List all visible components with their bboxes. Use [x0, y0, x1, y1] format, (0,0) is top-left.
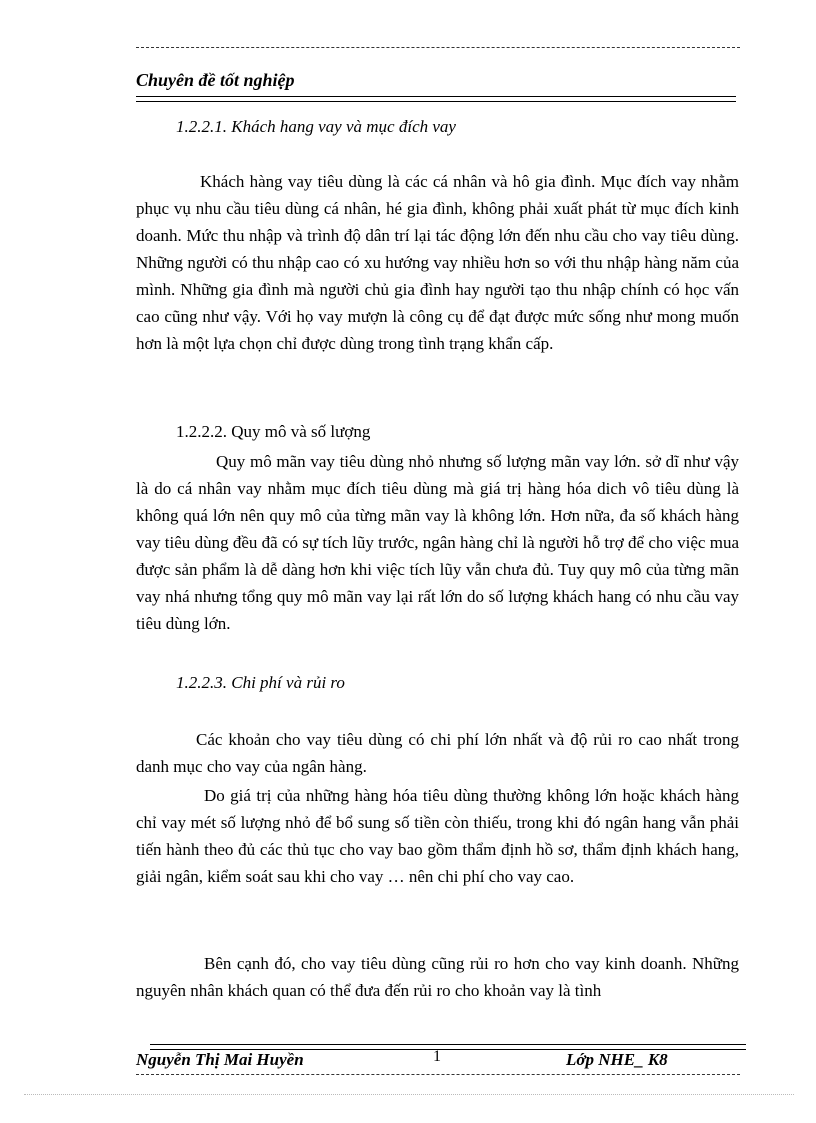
section-1-paragraph: Khách hàng vay tiêu dùng là các cá nhân và hô gia đình. Mục đích vay nhằm phục vụ nhu cầu tiêu dùng cá nhân, hé gia đình, không phải xuất phát từ mục đích kinh doanh. Mức thu nhập và trình độ dân trí lại tác động lớn đến nhu cầu cho vay tiêu dùng. Những người có thu nhập cao có xu hướng vay nhiều hơn so với thu nhập hàng năm của mình. Những gia đình mà người chủ gia đình hay người tạo thu nhập chính có học vấn cao cũng như vậy. Với họ vay mượn là công cụ để đạt được mức sống như mong muốn hơn là một lựa chọn chỉ được dùng trong tình trạng khẩn cấp.: [136, 172, 739, 353]
page-bottom-dotted-edge: [24, 1094, 794, 1095]
footer-dashed-rule: [136, 1074, 740, 1075]
header-double-rule: [136, 96, 736, 102]
section-3-paragraph-3: Bên cạnh đó, cho vay tiêu dùng cũng rủi ro hơn cho vay kinh doanh. Những nguyên nhân khách quan có thể đưa đến rủi ro cho khoản vay là tình: [136, 954, 739, 1000]
section-heading-3: 1.2.2.3. Chi phí và rủi ro: [176, 673, 345, 692]
section-heading-1: 1.2.2.1. Khách hang vay và mục đích vay: [176, 117, 456, 136]
section-3-paragraph-1: Các khoản cho vay tiêu dùng có chi phí lớn nhất và độ rủi ro cao nhất trong danh mục cho vay của ngân hàng.: [136, 730, 739, 776]
section-3-paragraph-2: Do giá trị của những hàng hóa tiêu dùng thường không lớn hoặc khách hàng chỉ vay mét số lượng nhỏ để bổ sung số tiền còn thiếu, trong khi đó ngân hang vẫn phải tiến hành theo đủ các thủ tục cho vay bao gồm thẩm định hồ sơ, thẩm định khách hang, giải ngân, kiểm soát sau khi cho vay … nên chi phí cho vay cao.: [136, 786, 739, 886]
section-2-paragraph: Quy mô mãn vay tiêu dùng nhỏ nhưng số lượng mãn vay lớn. sở dĩ như vậy là do cá nhân vay nhằm mục đích tiêu dùng mà giá trị hàng hóa dich vô tiêu dùng là không quá lớn nên quy mô của từng mãn vay là không lớn. Hơn nữa, đa số khách hàng vay tiêu dùng đều đã có sự tích lũy trước, ngân hàng chỉ là người hỗ trợ để cho việc mua được sản phẩm là dễ dàng hơn khi việc tích lũy vẫn chưa đủ. Tuy quy mô của từng mãn vay nhá nhưng tổng quy mô mãn vay lại rất lớn do số lượng khách hang có nhu cầu vay tiêu dùng lớn.: [136, 452, 739, 633]
page-number: 1: [433, 1048, 441, 1065]
section-heading-2: 1.2.2.2. Quy mô và số lượng: [176, 422, 371, 441]
page-header-title: Chuyên đề tốt nghiệp: [136, 70, 295, 90]
footer-class-label: Lớp NHE_ K8: [566, 1050, 668, 1069]
footer-author: Nguyễn Thị Mai Huyền: [136, 1050, 304, 1069]
top-dashed-rule: [136, 47, 740, 48]
